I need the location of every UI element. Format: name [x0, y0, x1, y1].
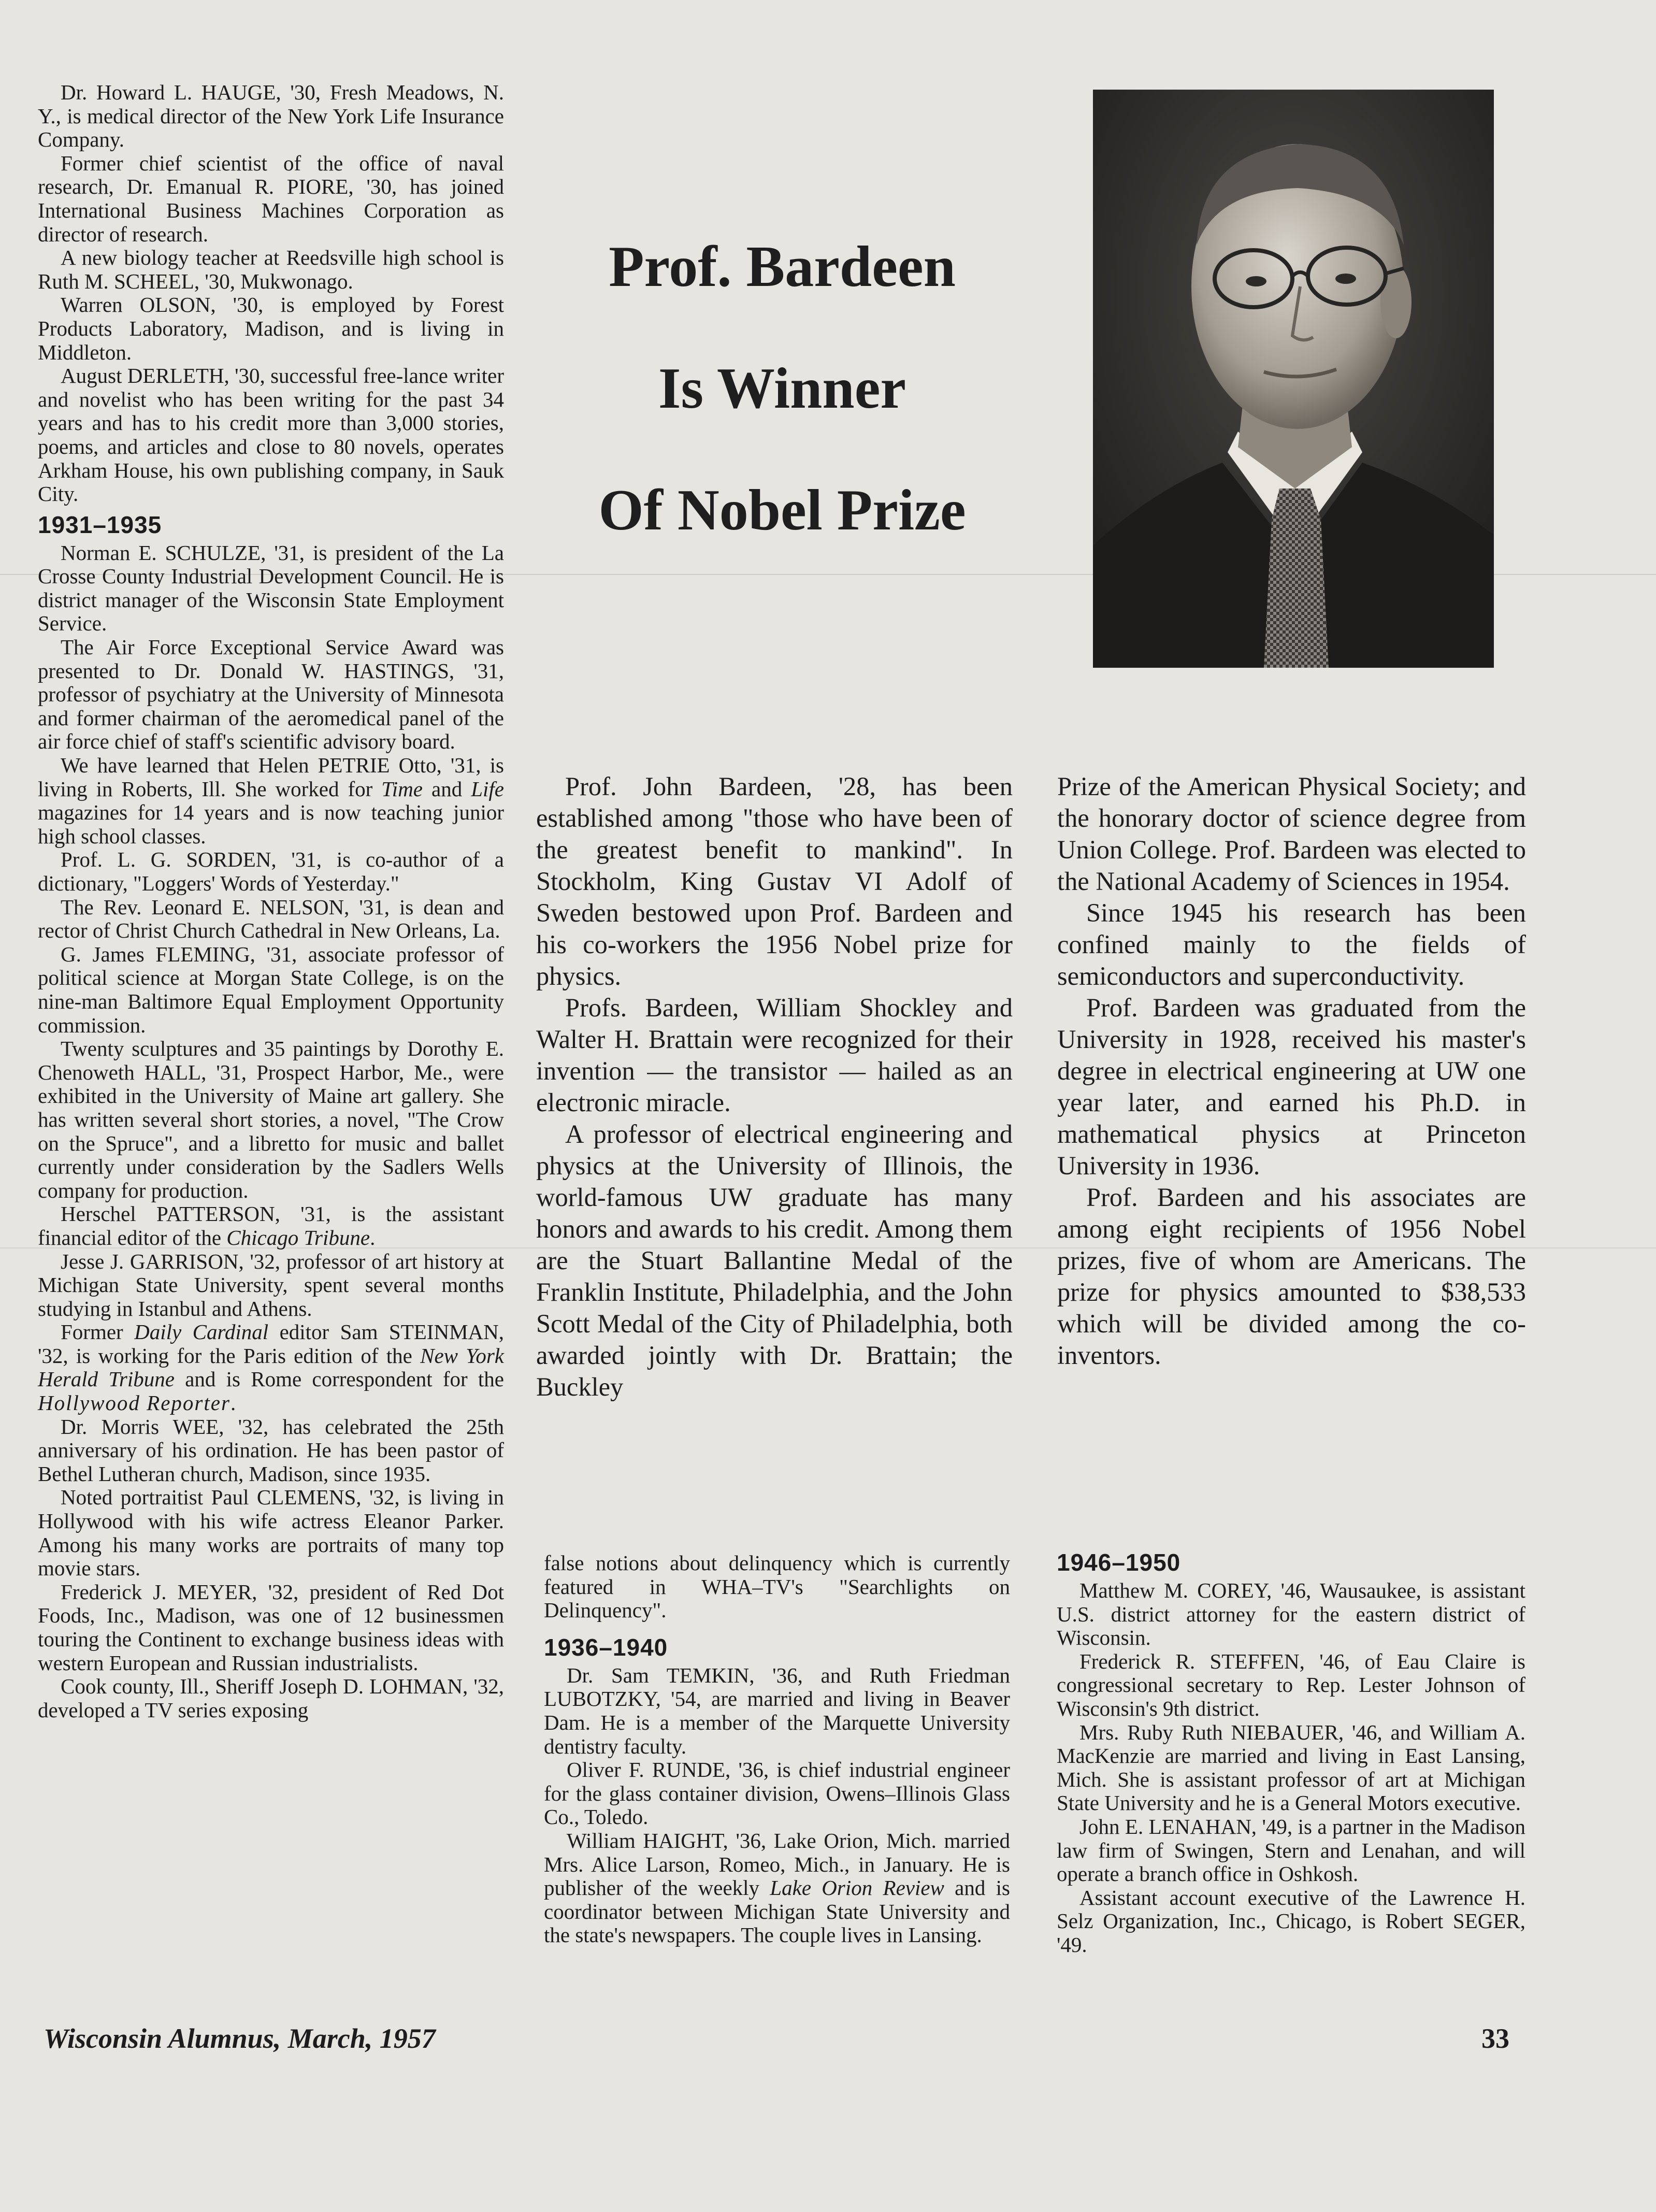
news-item: The Rev. Leonard E. NELSON, '31, is dean and rector of Christ Church Cathedral in New Orleans, La.	[38, 895, 504, 943]
article-column-2	[1057, 771, 1526, 1371]
news-item: Frederick J. MEYER, '32, president of Red Dot Foods, Inc., Madison, was one of 12 businessmen touring the Continent to exchange business ideas with western European and Russian industrialists.	[38, 1579, 504, 1675]
news-item: We have learned that Helen PETRIE Otto, '31, is living in Roberts, Ill. She worked for Time and Life magazines for 14 years and is now teaching junior high school classes.	[38, 753, 504, 848]
news-item: Norman E. SCHULZE, '31, is president of the La Crosse County Industrial Development Council. He is district manager of the Wisconsin State Employment Service.	[38, 540, 504, 636]
news-item: Matthew M. COREY, '46, Wausaukee, is assistant U.S. district attorney for the eastern district of Wisconsin.	[1057, 1578, 1525, 1650]
article-column-1	[536, 771, 1013, 1403]
news-item: August DERLETH, '30, successful free-lance writer and novelist who has been writing for the past 34 years and has to his credit more than 3,000 stories, poems, and articles and close to 80 novels, operates Arkham House, his own publishing company, in Sauk City.	[38, 364, 504, 506]
news-item: Former chief scientist of the office of naval research, Dr. Emanual R. PIORE, '30, has joined International Business Machines Corporation as director of research.	[38, 151, 504, 246]
publication-footer: Wisconsin Alumnus, March, 1957	[44, 2023, 436, 2054]
middle-bottom-column	[544, 1552, 1010, 1947]
news-item: Frederick R. STEFFEN, '46, of Eau Claire is congressional secretary to Rep. Lester Johnson of Wisconsin's 9th district.	[1057, 1649, 1525, 1720]
news-item: Jesse J. GARRISON, '32, professor of art history at Michigan State University, spent several months studying in Istanbul and Athens.	[38, 1249, 504, 1320]
article-title-line-3: Of Nobel Prize	[598, 478, 966, 542]
news-item: Oliver F. RUNDE, '36, is chief industrial engineer for the glass container division, Owens–Illinois Glass Co., Toledo.	[544, 1758, 1010, 1829]
article-title-line-2: Is Winner	[658, 356, 906, 421]
article-paragraph: Prof. Bardeen was graduated from the University in 1928, received his master's degree in electrical engineering at UW one year later, and earned his Ph.D. in mathematical physics at Princeton University in 1936.	[1057, 993, 1526, 1180]
news-item: false notions about delinquency which is currently featured in WHA–TV's "Searchlights on Delinquency".	[544, 1551, 1010, 1622]
portrait-photo	[1093, 90, 1494, 668]
news-item: G. James FLEMING, '31, associate professor of political science at Morgan State College, is on the nine-man Baltimore Equal Employment Opportunity commission.	[38, 942, 504, 1037]
section-heading: 1931–1935	[38, 511, 162, 538]
section-heading: 1946–1950	[1057, 1549, 1181, 1576]
article-paragraph: Prize of the American Physical Society; and the honorary doctor of science degree from Union College. Prof. Bardeen was elected to the National Academy of Sciences in 1954.	[1057, 772, 1526, 896]
article-paragraph: A professor of electrical engineering and physics at the University of Illinois, the world-famous UW graduate has many honors and awards to his credit. Among them are the Stuart Ballantine Medal of the Franklin Institute, Philadelphia, and the John Scott Medal of the City of Philadelphia, both awarded jointly with Dr. Brattain; the Buckley	[536, 1119, 1013, 1401]
news-item: Former Daily Cardinal editor Sam STEINMAN, '32, is working for the Paris edition of the New York Herald Tribune and is Rome correspondent for the Hollywood Reporter.	[38, 1320, 504, 1415]
section-heading: 1936–1940	[544, 1633, 668, 1661]
article-paragraph: Prof. John Bardeen, '28, has been established among "those who have been of the greatest benefit to mankind". In Stockholm, King Gustav VI Adolf of Sweden bestowed upon Prof. Bardeen and his co-workers the 1956 Nobel prize for physics.	[536, 772, 1013, 990]
news-item: Dr. Sam TEMKIN, '36, and Ruth Friedman LUBOTZKY, '54, are married and living in Beaver Dam. He is a member of the Marquette University dentistry faculty.	[544, 1663, 1010, 1758]
news-item: Cook county, Ill., Sheriff Joseph D. LOHMAN, '32, developed a TV series exposing	[38, 1674, 504, 1722]
article-paragraph: Prof. Bardeen and his associates are among eight recipients of 1956 Nobel prizes, five of whom are Americans. The prize for physics amounted to $38,533 which will be divided among the co-inventors.	[1057, 1183, 1526, 1370]
page-number: 33	[1481, 2023, 1509, 2054]
news-item: Warren OLSON, '30, is employed by Forest Products Laboratory, Madison, and is living in Middleton.	[38, 293, 504, 364]
news-item: Dr. Morris WEE, '32, has celebrated the 25th anniversary of his ordination. He has been pastor of Bethel Lutheran church, Madison, since 1935.	[38, 1414, 504, 1486]
news-item: Noted portraitist Paul CLEMENS, '32, is living in Hollywood with his wife actress Eleanor Parker. Among his many works are portraits of many top movie stars.	[38, 1485, 504, 1581]
news-item: Mrs. Ruby Ruth NIEBAUER, '46, and William A. MacKenzie are married and living in East Lansing, Mich. She is assistant professor of art at Michigan State University and he is a General Motors executive.	[1057, 1720, 1525, 1815]
right-bottom-column	[1057, 1549, 1525, 1957]
news-item: John E. LENAHAN, '49, is a partner in the Madison law firm of Swingen, Stern and Lenahan, and will operate a branch office in Oshkosh.	[1057, 1814, 1525, 1886]
news-item: A new biology teacher at Reedsville high school is Ruth M. SCHEEL, '30, Mukwonago.	[38, 246, 504, 293]
news-item: Prof. L. G. SORDEN, '31, is co-author of a dictionary, "Loggers' Words of Yesterday."	[38, 848, 504, 895]
portrait-illustration	[1093, 90, 1494, 668]
news-item: William HAIGHT, '36, Lake Orion, Mich. married Mrs. Alice Larson, Romeo, Mich., in January. He is publisher of the weekly Lake Orion Review and is coordinator between Michigan State University and the state's newspapers. The couple lives in Lansing.	[544, 1828, 1010, 1947]
news-item: Herschel PATTERSON, '31, is the assistant financial editor of the Chicago Tribune.	[38, 1202, 504, 1249]
news-item: Assistant account executive of the Lawrence H. Selz Organization, Inc., Chicago, is Robert SEGER, '49.	[1057, 1885, 1525, 1957]
news-item: The Air Force Exceptional Service Award was presented to Dr. Donald W. HASTINGS, '31, professor of psychiatry at the University of Minnesota and former chairman of the aeromedical panel of the air force chief of staff's scientific advisory board.	[38, 635, 504, 754]
article-paragraph: Since 1945 his research has been confined mainly to the fields of semiconductors and superconductivity.	[1057, 898, 1526, 990]
article-title-line-1: Prof. Bardeen	[609, 235, 956, 299]
news-item: Dr. Howard L. HAUGE, '30, Fresh Meadows, N. Y., is medical director of the New York Life Insurance Company.	[38, 80, 504, 152]
left-column	[38, 81, 504, 1722]
article-paragraph: Profs. Bardeen, William Shockley and Walter H. Brattain were recognized for their invention — the transistor — hailed as an electronic miracle.	[536, 993, 1013, 1117]
news-item: Twenty sculptures and 35 paintings by Dorothy E. Chenoweth HALL, '31, Prospect Harbor, Me., were exhibited in the University of Maine art gallery. She has written several short stories, a novel, "The Crow on the Spruce", and a libretto for music and ballet currently under consideration by the Sadlers Wells company for production.	[38, 1037, 504, 1202]
